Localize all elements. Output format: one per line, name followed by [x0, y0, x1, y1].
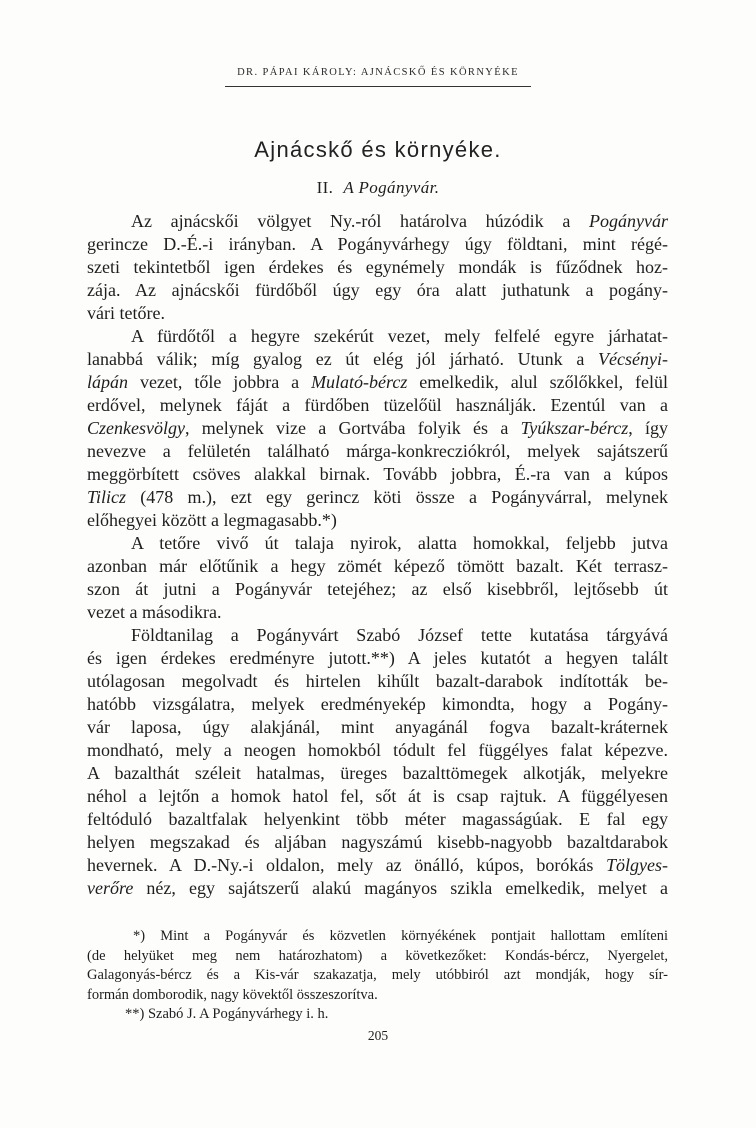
italic-term: Czenkesvölgy	[87, 418, 185, 438]
text-run: néz, egy sajátszerű alakú magányos szikla emelkedik, melyet a	[133, 878, 668, 898]
paragraph	[87, 532, 668, 624]
text-line	[87, 877, 668, 900]
text-line: utólagosan megolvadt és hirtelen kihűlt bazalt-darabok indították be-	[87, 671, 668, 691]
italic-term: Vécsényi-	[598, 349, 668, 369]
running-head: DR. PÁPAI KÁROLY: AJNÁCSKŐ ÉS KÖRNYÉKE	[237, 67, 519, 78]
text-line: Földtanilag a Pogányvárt Szabó József tette kutatása tárgyává	[131, 625, 668, 645]
text-line: szeti tekintetből igen érdekes és egynémely mondák is fűződnek hoz-	[87, 257, 668, 277]
text-line: Galagonyás-bércz és a Kis-vár szakazatja, mely utóbbiról azt mondják, hogy sír-	[87, 967, 668, 983]
text-line: A fürdőtől a hegyre szekérút vezet, mely felfelé egyre járhatat-	[131, 326, 668, 346]
text-line: azonban már előtűnik a hegy zömét képező tömött bazalt. Két terrasz-	[87, 556, 668, 576]
section-numeral: II.	[316, 178, 334, 197]
text-run: (478 m.), ezt egy gerincz köti össze a Pogányvárral, melynek	[126, 487, 668, 507]
text-line: néhol a lejtőn a homok hatol fel, sőt át is csap rajtuk. A függélyesen	[87, 786, 668, 806]
text-line: és igen érdekes eredményre jutott.**) A jeles kutatót a hegyen talált	[87, 648, 668, 668]
italic-term: Mulató-bércz	[311, 372, 408, 392]
header-rule	[225, 86, 531, 87]
italic-term: Tyúkszar-bércz	[520, 418, 629, 438]
text-run: hevernek. A D.-Ny.-i oldalon, mely az önálló, kúpos, borókás	[87, 855, 606, 875]
text-line: zája. Az ajnácskői fürdőből úgy egy óra alatt juthatunk a pogány-	[87, 280, 668, 300]
text-line	[87, 854, 668, 877]
text-line	[87, 210, 668, 233]
footnotes	[87, 927, 668, 1025]
text-line	[87, 486, 668, 509]
text-line: előhegyei között a legmagasabb.*)	[87, 510, 337, 530]
text-run: lanabbá válik; míg gyalog ez út elég jól járható. Utunk a	[87, 349, 599, 369]
text-line: gerincze D.-É.-i irányban. A Pogányvárhegy úgy földtani, mint régé-	[87, 234, 668, 254]
text-line: erdővel, melynek fáját a fürdőben tüzelőül használják. Ezentúl van a	[87, 395, 668, 415]
section-name: A Pogányvár.	[343, 178, 440, 197]
italic-term: Tölgyes-	[606, 855, 668, 875]
text-line: A tetőre vivő út talaja nyirok, alatta homokkal, feljebb jutva	[131, 533, 668, 553]
text-line: vezet a másodikra.	[87, 602, 222, 622]
text-line: vári tetőre.	[87, 303, 165, 323]
text-line: *) Mint a Pogányvár és közvetlen környékének pontjait hallottam említeni	[133, 928, 668, 944]
text-line: szon át jutni a Pogányvár tetejéhez; az első kisebbről, lejtősebb út	[87, 579, 668, 599]
text-line: meggörbített csöves alakkal birnak. Tovább jobbra, É.-ra van a kúpos	[87, 464, 668, 484]
paragraph	[87, 325, 668, 532]
text-line: **) Szabó J. A Pogányvárhegy i. h.	[125, 1006, 329, 1022]
text-line	[87, 417, 668, 440]
italic-term: lápán	[87, 372, 129, 392]
italic-term: Pogányvár	[589, 211, 668, 231]
italic-term: Tilicz	[87, 487, 127, 507]
section-heading	[0, 178, 756, 198]
italic-term: verőre	[87, 878, 134, 898]
text-line	[87, 371, 668, 394]
text-line: (de helyüket meg nem határozhatom) a következőket: Kondás-bércz, Nyergelet,	[87, 947, 668, 964]
text-run: Az ajnácskői völgyet Ny.-ról határolva húzódik a	[131, 211, 590, 231]
text-line: feltóduló bazaltfalak helyenkint több méter magasságúak. E fal egy	[87, 809, 668, 829]
text-line: helyen megszakad és aljában nagyszámú kisebb-nagyobb bazaltdarabok	[87, 832, 668, 852]
paragraph	[87, 210, 668, 325]
footnote	[87, 927, 668, 1005]
article-title: Ajnácskő és környéke.	[254, 137, 502, 162]
text-line: hatóbb vizsgálatra, melyek eredményekép kimondta, hogy a Pogány-	[87, 694, 668, 714]
text-line: formán domborodik, nagy kövektől összeszorítva.	[87, 986, 378, 1003]
paragraph	[87, 624, 668, 900]
text-line: A bazalthát széleit hatalmas, üreges bazalttömegek alkotják, melyekre	[87, 763, 668, 783]
page-number: 205	[367, 1028, 389, 1043]
text-run: , melynek vize a Gortvába folyik és a	[184, 418, 521, 438]
text-run: emelkedik, alul szőlőkkel, felül	[407, 372, 668, 392]
text-line	[87, 348, 668, 371]
text-line: vár laposa, úgy alakjánál, mint anyagánál fogva bazalt-kráternek	[87, 717, 668, 737]
body-text	[87, 210, 668, 900]
text-run: vezet, tőle jobbra a	[128, 372, 312, 392]
text-line: mondható, mely a neogen homokból tódult fel függélyes falat képezve.	[87, 740, 668, 760]
text-line: nevezve a felületén található márga-konkrecziókról, melyek sajátszerű	[87, 441, 668, 461]
footnote	[87, 1005, 668, 1025]
text-run: , így	[628, 418, 668, 438]
